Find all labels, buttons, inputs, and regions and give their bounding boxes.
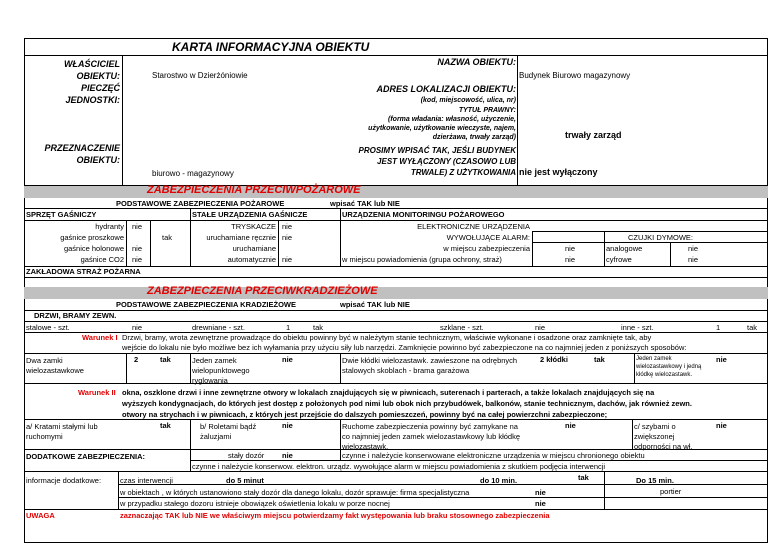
shutters-value[interactable]: nie xyxy=(282,421,293,430)
other-label: inne - szt. xyxy=(621,323,654,332)
fixed-value[interactable]: nie xyxy=(282,255,293,264)
eq-label: gaśnice CO2 xyxy=(80,255,124,264)
purpose-value[interactable]: biurowo - magazynowy xyxy=(152,169,234,178)
time-10[interactable]: do 10 min. xyxy=(480,476,518,485)
moving-lock-value[interactable]: nie xyxy=(565,421,576,430)
eq-label: gaśnice proszkowe xyxy=(60,233,124,242)
grates-label: a/ Kratami stałymi lub ruchomymi xyxy=(26,422,98,441)
condition-1-label: Warunek I xyxy=(82,333,118,342)
divider xyxy=(634,353,635,383)
guard-value[interactable]: nie xyxy=(282,451,293,460)
divider xyxy=(190,353,191,383)
divider xyxy=(24,449,768,450)
divider xyxy=(340,353,341,383)
guards-value[interactable]: nie xyxy=(535,488,546,497)
object-name-value[interactable]: Budynek Biurowo magazynowy xyxy=(519,71,631,80)
grates-value[interactable]: tak xyxy=(160,421,171,430)
divider xyxy=(118,484,768,485)
shutters-label: b/ Roletami bądź żaluzjami xyxy=(200,422,257,441)
one-lock-label: Jeden zamek wielopunktowego ryglowania xyxy=(192,356,250,385)
padlocks-count[interactable]: 2 kłódki xyxy=(540,355,568,364)
eq-value[interactable]: nie xyxy=(132,222,143,231)
owner-label: WŁAŚCICIEL OBIEKTU: PIECZĘĆ JEDNOSTKI: xyxy=(64,59,120,105)
time-10-value[interactable]: tak xyxy=(578,473,589,482)
brigade-label: ZAKŁADOWA STRAŻ POŻARNA xyxy=(26,267,141,276)
condition-2-text: wyższych kondygnacjach, do których jest dostęp z położonych pod nimi lub obok nich przybudówek, balkonów, stanie technicznym, dachów, jak również zewn. xyxy=(122,399,692,408)
sensors-header: CZUJKI DYMOWE: xyxy=(628,233,693,242)
lock-padlock-label: Jeden zamek wielozastawkowy i jedną kłódkę wielozastawk. xyxy=(636,356,702,378)
fire-basic-label: PODSTAWOWE ZABEZPIECZENIA POŻAROWE xyxy=(116,199,285,208)
wood-value[interactable]: tak xyxy=(313,323,324,332)
eq-value[interactable]: tak xyxy=(162,233,173,242)
divider xyxy=(24,471,768,472)
sensor-label: analogowe xyxy=(606,244,643,253)
safety-glass-label: c/ szybami o zwiększonej odporności na wł. xyxy=(634,422,693,451)
condition-2-label: Warunek II xyxy=(78,388,116,397)
divider xyxy=(118,471,119,510)
legal-value[interactable]: trwały zarząd xyxy=(565,130,622,140)
divider xyxy=(670,242,671,266)
divider xyxy=(24,419,768,420)
divider xyxy=(24,277,768,278)
address-label: ADRES LOKALIZACJI OBIEKTU: xyxy=(376,84,516,94)
divider xyxy=(24,321,768,322)
burglary-basic-label: PODSTAWOWE ZABEZPIECZENIA KRADZIEŻOWE xyxy=(116,300,296,309)
divider xyxy=(24,310,768,311)
divider xyxy=(532,242,768,243)
eq-value[interactable]: nie xyxy=(132,255,143,264)
divider xyxy=(604,471,605,510)
fixed-label: automatycznie xyxy=(227,255,276,264)
one-lock-value[interactable]: nie xyxy=(282,355,293,364)
eq-value[interactable]: nie xyxy=(132,244,143,253)
wood-count[interactable]: 1 xyxy=(286,323,291,332)
two-locks-value[interactable]: tak xyxy=(160,355,171,364)
fixed-label: TRYSKACZE xyxy=(231,222,276,231)
monitoring-value[interactable]: nie xyxy=(565,255,576,264)
fixed-label: uruchamiane ręcznie xyxy=(206,233,276,242)
monitoring-label: ELEKTRONICZNE URZĄDZENIA xyxy=(417,222,530,231)
fire-section-band xyxy=(24,186,768,198)
time-15[interactable]: Do 15 min. xyxy=(636,476,674,485)
padlocks-label: Dwie kłódki wielozastawk. zawieszone na odrębnych stalowych skoblach - brama garażowa xyxy=(342,356,518,375)
sensor-value[interactable]: nie xyxy=(688,255,699,264)
fire-section-title: ZABEZPIECZENIA PRZECIWPOŻAROWE xyxy=(147,184,361,196)
sensor-value[interactable]: nie xyxy=(688,244,699,253)
padlocks-value[interactable]: tak xyxy=(594,355,605,364)
divider xyxy=(150,220,151,266)
guard-label: stały dozór xyxy=(228,451,265,460)
fixed-header: STAŁE URZĄDZENIA GAŚNICZE xyxy=(192,210,308,219)
safety-glass-value[interactable]: nie xyxy=(716,421,727,430)
two-locks-label: Dwa zamki wielozastawkowe xyxy=(26,356,84,375)
fire-hint: wpisać TAK lub NIE xyxy=(330,199,400,208)
steel-value[interactable]: nie xyxy=(132,323,143,332)
other-count[interactable]: 1 xyxy=(716,323,721,332)
excluded-value[interactable]: nie jest wyłączony xyxy=(519,167,598,177)
divider xyxy=(517,55,518,185)
note-text: zaznaczając TAK lub NIE we właściwym miejscu potwierdzamy fakt występowania lub braku stosownego zabezpieczenia xyxy=(120,511,550,520)
additional-label: DODATKOWE ZABEZPIECZENIA: xyxy=(26,452,146,461)
monitoring-label: WYWOŁUJĄCE ALARM: xyxy=(446,233,530,242)
divider xyxy=(122,55,123,185)
time-label: czas interwencji xyxy=(120,476,173,485)
monitoring-value[interactable]: nie xyxy=(565,244,576,253)
divider xyxy=(24,55,768,56)
divider xyxy=(532,231,533,266)
page-title: KARTA INFORMACYJNA OBIEKTU xyxy=(172,40,370,54)
monitoring-label: w miejscu powiadomienia (grupa ochrony, straż) xyxy=(342,255,502,264)
eq-label: gaśnice holonowe xyxy=(63,244,124,253)
glass-value[interactable]: nie xyxy=(535,323,546,332)
fixed-label: uruchamiane xyxy=(232,244,276,253)
lock-padlock-value[interactable]: nie xyxy=(716,355,727,364)
condition-2-text: okna, oszklone drzwi i inne zewnętrzne otwory w lokalach znajdujących się w piwnicach, suterenach i parterach, a także lokalach znajdujących się na xyxy=(122,388,655,397)
guards-text: w obiektach , w których ustanowiono stały dozór dla danego lokalu, dozór sprawuje: firma specjalistyczna xyxy=(120,488,470,497)
divider xyxy=(340,419,341,449)
address-sublabel: (kod, miejscowość, ulica, nr) xyxy=(420,97,516,104)
sensor-label: cyfrowe xyxy=(606,255,632,264)
divider xyxy=(340,449,341,460)
divider xyxy=(340,208,341,266)
divider xyxy=(24,208,768,209)
divider xyxy=(190,449,191,471)
purpose-label: PRZEZNACZENIE OBIEKTU: xyxy=(44,143,120,165)
burglary-hint: wpisać TAK lub NIE xyxy=(340,300,410,309)
other-value[interactable]: tak xyxy=(747,323,758,332)
light-text: w przypadku stałego dozoru istnieje obowiązek oświetlenia lokalu w porze nocnej xyxy=(120,499,390,508)
note-label: UWAGA xyxy=(26,511,55,520)
doors-header: DRZWI, BRAMY ZEWN. xyxy=(34,311,117,320)
fixed-value[interactable]: nie xyxy=(282,233,293,242)
moving-lock-label: Ruchome zabezpieczenia powinny być zamykane na co najmniej jeden zamek wielozastawkowy lub kłódkę wielozastawk. xyxy=(342,422,521,451)
glass-label: szklane - szt. xyxy=(440,323,484,332)
porter-label: portier xyxy=(660,487,682,496)
light-value[interactable]: nie xyxy=(535,499,546,508)
conserv-2-text: czynne i należycie konserwow. elektron. urządz. wywołujące alarm w miejscu powiadomienia z skutkiem podjęcia interwencji xyxy=(192,462,606,471)
divider xyxy=(126,353,127,383)
divider xyxy=(24,509,768,510)
equipment-header: SPRZĘT GAŚNICZY xyxy=(26,210,97,219)
owner-value[interactable]: Starostwo w Dzierżóniowie xyxy=(152,71,248,80)
object-name-label: NAZWA OBIEKTU: xyxy=(437,57,516,67)
fixed-value[interactable]: nie xyxy=(282,222,293,231)
wood-label: drewniane - szt. xyxy=(192,323,245,332)
divider xyxy=(632,419,633,449)
excluded-label: PROSIMY WPISAĆ TAK, JEŚLI BUDYNEK JEST WYŁĄCZONY (CZASOWO LUB TRWALE) Z UŻYTKOWANIA xyxy=(358,146,516,177)
divider xyxy=(532,231,768,232)
divider xyxy=(190,419,191,449)
divider xyxy=(24,353,768,354)
condition-1-text: Drzwi, bramy, wrota zewnętrzne prowadzące do obiektu powinny być w należytym stanie technicznym, właściwie wykonane i osadzone oraz zamknięte tak, aby xyxy=(122,333,652,342)
eq-label: hydranty xyxy=(95,222,124,231)
divider xyxy=(126,220,127,266)
time-5[interactable]: do 5 minut xyxy=(226,476,264,485)
legal-label: TYTUŁ PRAWNY: (forma władania: własność, użyczenie, użytkowanie, użytkowanie wieczyste, najem, dzierżawa, trwały zarząd) xyxy=(368,107,516,141)
burglary-section-band xyxy=(24,287,768,299)
two-locks-count[interactable]: 2 xyxy=(134,355,139,364)
condition-1-text: wejście do lokalu nie było możliwe bez ich wyłamania przy użyciu siły lub narzędzi. Zamknięcie powinno być zabezpieczone na co najmniej jeden z poniższych sposobów: xyxy=(122,343,687,352)
divider xyxy=(24,383,768,384)
steel-label: stalowe - szt. xyxy=(26,323,70,332)
burglary-section-title: ZABEZPIECZENIA PRZECIWKRADZIEŻOWE xyxy=(147,285,378,297)
conserv-1-text: czynne i należycie konserwowane elektroniczne urządzenia w miejscu chronionego obiektu xyxy=(342,451,645,460)
divider xyxy=(190,460,768,461)
monitoring-header: URZĄDZENIA MONITORINGU POŻAROWEGO xyxy=(342,210,505,219)
divider xyxy=(604,231,605,266)
condition-2-text: otwory na strychach i w piwnicach, z których jest przejście do dalszych pomieszczeń, powinny być na całej powierzchni zabezpieczone; xyxy=(122,410,608,419)
divider xyxy=(278,220,279,266)
info-label: informacje dodatkowe: xyxy=(26,476,102,485)
divider xyxy=(118,497,768,498)
monitoring-label: w miejscu zabezpieczenia xyxy=(443,244,530,253)
divider xyxy=(24,220,768,221)
divider xyxy=(190,208,191,266)
